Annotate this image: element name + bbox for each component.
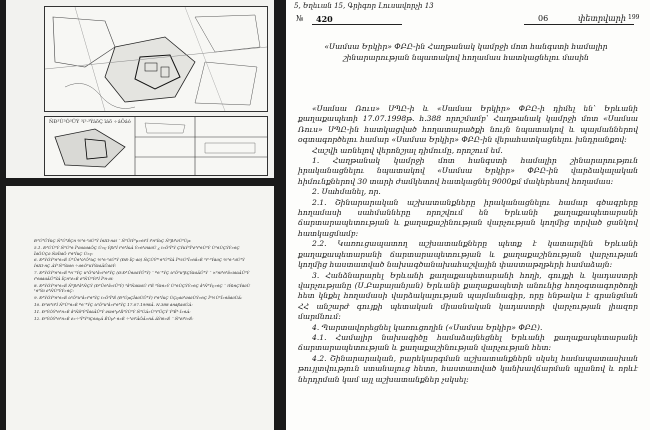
paragraph: «Սամսա Ռուս» ՍՊԸ-ի և «Սամսա Երկիր» ՓԲԸ-ի դիմել են՝ Երևանի քաղաքապետի 17.07.1998թ. հ.388 որոշմամբ՝ Հաղթանակ կամրջի մոտ «Սամսա Ռուս» ՍՊԸ-ին հատկացված հողատարածքի նույն նպատակով և պայմաններով օգտագործելու համար «Սամսա Երկիր» ՓԲԸ-ին վերահատկացնելու խնդրանքով: bbox=[298, 104, 638, 145]
paragraph: Ð³Ù³ÛÝùÇ Ñ³Ù³ÉÇñ ½³ñ·³óÙ³Ý ÍñIII·ñáí ¨ Ñ³ÛïÝ³μ»ñí³Í ï³ñ³ÍùÇ Ñ³ßí³éÙ³Ùμ: bbox=[34, 238, 192, 243]
paragraph: 7. Ð³ÝÓÝ³ñ³ñ»É ºñ¨³ÝÇ ù³Õ³ù³å»ï³ñ³ÝÇ (Ø.Ð³ÛñáõÝÛ³Ý) ¨ ºñ¨³ÝÇ ù³Õ³ù³ßÇÝáõÃÛ³Ý ¨ ×³ñï³ñ³å»ïáõÃÛ³Ý í³ñãáõÃÛ³ÝÁ ÏÇñ³é»É ë³ÑÙ³Ýí³Í Ï³ñ·áí: bbox=[34, 269, 250, 281]
paragraph: 3. Հանձնարարել Երևանի քաղաքապետարանի հողի, գույքի և կադաստրի վարչությանը (Ս.Բաբայանյան) Երևանի քաղաքապետի անունից հողօգտագործողի հետ կնքել հողամասի վարձակալության պայմանագիր, որը ենթակա է գրանցման ՀՀ անշարժ գույքի պետական միասնական կադաստրի վարչության լիազոր մարմնում: bbox=[298, 270, 638, 322]
paragraph: 8. Ð³ÝÓÝ³ñ³ñ»É Ñ³ßí³å³ÑÇÝ (Ð³Ûñ³å»ïÛ³Ý) ³å³ÑáíáõÙ ï³É ³Ýáñ»Ý Ù³ñÙÇÝÝ»ñÇ å³Ñ³Ýç»ñÇ ¨ ïÝûñÇÝáõÙ ¹ñ³Ýó ë³ÑÙ³ÝÝ»ñÇ: bbox=[34, 282, 251, 294]
letterhead-address: 5, Եղեւան 15, Գրիգոր Լուսավորչի 13 bbox=[294, 2, 434, 10]
document-year: 199 bbox=[628, 14, 640, 21]
decree-page bbox=[286, 0, 650, 430]
paragraph: 6. Ð³ÝÓÝ³ñ³ñ»É Ù³Ûñ³ù³Õ³ùÇ ½³ñ·³óÙ³Ý (ÐÐ ÏÇ·áõ) ÑÇÙÝ³¹ñ³Ù³ÝÁ Ï³½Ù³Ï»ñå»É ³í³·³ÝáõÇ ½³ñ·³óÙ³Ý ÍñIII·ñÇ ÁÝ¹Ñ³Ýáõñ ÷áñÓ³ùÝÝáõÃÛáõÝ: bbox=[34, 257, 245, 269]
paragraph: 10. Ð³ëï³ïí³Í Ñ³Ù³ñ»É ºñ¨³ÝÇ ù³Õ³ù³å»ï³ñ³ÝÇ 17.07.1998Ã. N.388 áñáßáõÙÁ: bbox=[34, 301, 193, 307]
continuation-page bbox=[6, 186, 274, 430]
paragraph: Հաշվի առնելով վերոնշյալ դիմումը, որոշում եմ. bbox=[312, 145, 503, 155]
document-month: փետրվարի bbox=[578, 14, 626, 23]
paragraph: 12. Ð³ÝÓÝ³ñ³ñ»É ë»÷³Ï³Ý³ïÇñáçÁ ËÙμ³·ñ»É ÷³ëï³ÃÕÃ»ñÁ ÁÝïñ»É ¨ Ñ³ëï³ï»É: bbox=[34, 315, 194, 321]
document-body bbox=[298, 104, 638, 385]
document-day: 06 bbox=[538, 14, 549, 23]
paragraph: 2.2. Կառուցապատող աշխատանքները պետք է կատարվեն Երևանի քաղաքապետարանի ճարտարապետության և քաղաքաշինության վարչության կողմից հաստատված նախագծանախահաշվային փաստաթղթերի համաձայն: bbox=[298, 239, 638, 270]
paragraph: 5.1. Ð³ÙÙ³Ý Ñ³Ù³ñ Ï³éáõóáÕÇ Ù»ç Ýßí³Í ï³ñ³ÍùÁ Ý»ñ³éíáõÙ ¿ ï»Õ³Ï³Ý ÇÝùÝ³Ï³é³í³ñÙ³Ý Ù³ñÙÇÝÝ»ñÇ ÏáÕÙÇó ÑëÏíáÕ ï³ñ³ÍùÇ Ù»ç: bbox=[34, 244, 240, 256]
paragraph: 11. Ð³ÝÓÝ³ñ³ñ»É å³Ñå³Ý³ÏáõÃÛ³Ý ëïáñ³μ³Å³ÝÙ³Ý Ñ³ÙÁ»Ù³ï³ÛÇÝ Ý³Ë³·Í»ñÁ: bbox=[34, 308, 191, 314]
paragraph: 2. Սահմանել, որ. bbox=[312, 187, 381, 197]
paragraph: 4. Պարտավորեցնել կառուցողին («Սամսա Երկիր» ՓԲԸ). bbox=[312, 322, 543, 332]
site-plan-map-upper bbox=[44, 6, 268, 112]
paragraph: 4.1. Համալիր նախագիծը համաձայնեցնել Երևանի քաղաքապետարանի ճարտարապետության և քաղաքաշինության վարչության հետ: bbox=[298, 332, 638, 353]
paragraph: 4.2. Շինարարական, բարեկարգման աշխատանքներն սկսել համապատասխան թույլտվություն ստանալուց հետո, հաստատված կանխավճարման պլանով և որևէ ներդրման կամ այլ աշխատանքներ չսկսել: bbox=[298, 353, 638, 384]
continuation-text bbox=[34, 238, 256, 322]
date-underline bbox=[524, 24, 634, 25]
site-plan-detail-sketch bbox=[45, 117, 267, 175]
document-number-row bbox=[294, 14, 640, 28]
site-plan-page bbox=[6, 0, 274, 178]
map-caption: ÑÐ³Ù³Ó³ÛÝ ³í³·³ÝáõÇ ïáõ ÷áÕáó bbox=[49, 119, 131, 125]
number-label: № bbox=[296, 14, 304, 23]
number-underline bbox=[312, 24, 402, 25]
site-plan-sketch bbox=[45, 7, 267, 111]
paragraph: 1. Հաղթանակ կամրջի մոտ հանգստի համալիր շինարարություն իրականացնելու նպատակով «Սամսա Երկիր» ՓԲԸ-ին վարձակալական հիմունքներով 30 տարի ժամկետով հատկացնել 9000քմ մակերեսով հողամաս: bbox=[298, 156, 638, 186]
paragraph: 9. Ð³ÝÓÝ³ñ³ñ»É ù³Õ³ù³å»ï³ñ³ÝÇ ï»Õ³Ï³É (Ð³ÙμÇÏáõÙÛ³Ý) ï³ñ³ÍùÇ ÙÇçáó³éáõÙÝ»ñÇ Ï³½Ù³Ï»ñåáõÙÁ: bbox=[34, 295, 243, 301]
paragraph: 2.1. Շինարարական աշխատանքները իրականացնելու համար գծագրերը հողամասի սահմանները որոշվում են Երևանի քաղաքապետարանի ճարտարապետության և քաղաքաշինության վարչության կողմից տրված ցանկով հատկացմամբ: bbox=[298, 197, 638, 238]
site-plan-map-lower bbox=[44, 116, 268, 176]
document-title: «Սամսա Երկիր» ՓԲԸ-ին Հաղթանակ կամրջի մոտ հանգստի համալիր շինարարության նպատակով հողամաս հատկացնելու մասին bbox=[324, 42, 608, 62]
document-number: 420 bbox=[316, 14, 333, 24]
